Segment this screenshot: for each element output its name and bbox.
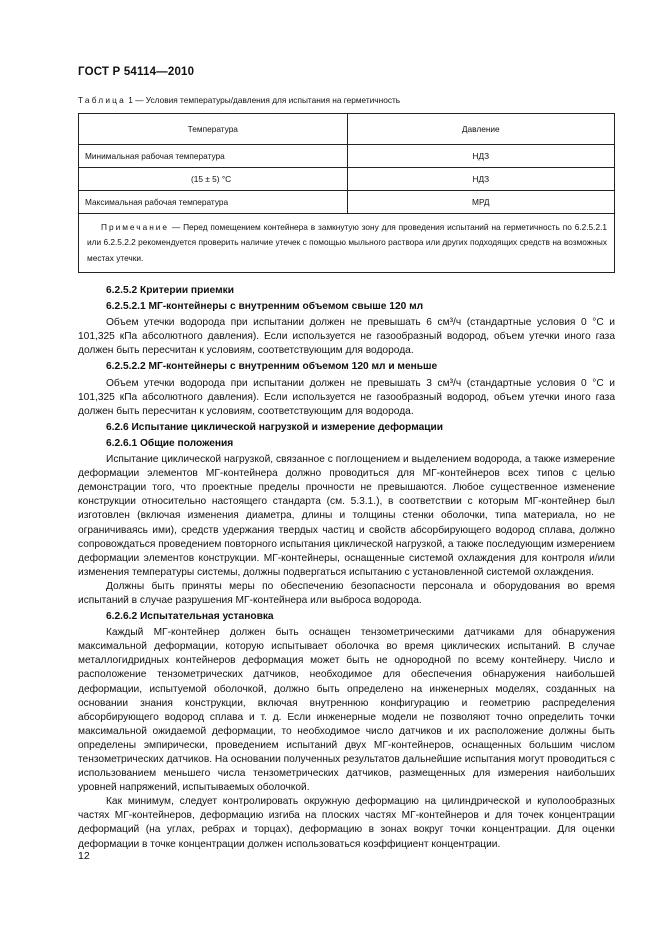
paragraph-6-2-6-1-a: Испытание циклической нагрузкой, связанное с поглощением и выделением водорода, а также измерение деформации элементов МГ-контейнера должно проводиться для МГ-контейнеров всех типов с целью демонстрации того, что проектные пределы прочности не превышаются. Любое существенное изменение конструкции относительно настоящего стандарта (см. 5.3.1.), в соответствии с которым МГ-контейнер был изготовлен (включая изменения диаметра, длины и толщины стенки оболочки, типа материала, но не ограничиваясь ими), средств удержания твердых частиц и свойств абсорбирующего водород сплава, должно сопровождаться проведением повторного испытания циклической нагрузкой, а также последующим измерением деформации элементов конструкции. МГ-контейнеры, оснащенные системой охлаждения для контроля и/или изменения температуры системы, должны подвергаться испытанию с установленной системой охлаждения. bbox=[78, 454, 615, 578]
paragraph-6-2-6-2-b: Как минимум, следует контролировать окружную деформацию на цилиндрической и куполообразных частях МГ-контейнеров, деформацию изгиба на плоских частях МГ-контейнеров и для точек концентрации деформаций (на углах, ребрах и торцах), деформацию в зонах вокруг точки концентрации. Для оценки деформации в точке концентрации должен использоваться коэффициент концентрации. bbox=[78, 796, 615, 850]
table-row bbox=[79, 191, 615, 214]
section-heading-6-2-6-1: 6.2.6.1 Общие положения bbox=[106, 437, 234, 449]
paragraph-6-2-6-2-a: Каждый МГ-контейнер должен быть оснащен тензометрическими датчиками для обнаружения максимальной деформации, которую испытывает оболочка во время циклических испытаний. В случае металлогидридных контейнеров деформация может быть не однородной по всему контейнеру. Число и расположение тензометрических датчиков, необходимое для обеспечения обнаружения наибольшей деформации, испытуемой оболочкой, должно быть определено на инженерных моделях, созданных на основании знания конструкции, включая внутреннюю конфигурацию и геометрию распределения абсорбирующего водород сплава и т. д. Если инженерные модели не позволяют точно определить точки максимальной ожидаемой деформации, то необходимое число датчиков и их расположение должны быть определены эмпирически, проведением испытаний двух МГ-контейнеров, оснащенных большим числом тензометрических датчиков. На основании полученных результатов дальнейшие испытания могут проводиться с использованием меньшего числа тензометрических датчиков, размещенных для измерения наибольших уровней напряжений, испытываемых оболочкой. bbox=[78, 627, 615, 794]
table-note-row bbox=[79, 214, 615, 273]
temperature-cell: Максимальная рабочая температура bbox=[79, 191, 348, 214]
section-heading-6-2-6-2: 6.2.6.2 Испытательная установка bbox=[106, 611, 274, 623]
column-header-temperature: Температура bbox=[79, 114, 348, 145]
temperature-cell: Минимальная рабочая температура bbox=[79, 145, 348, 168]
note-label: Примечание bbox=[101, 222, 170, 232]
section-heading-6-2-6: 6.2.6 Испытание циклической нагрузкой и измерение деформации bbox=[106, 421, 444, 433]
table-caption-number: 1 bbox=[128, 95, 133, 105]
column-header-pressure: Давление bbox=[347, 114, 614, 145]
temperature-cell: (15 ± 5) °C bbox=[79, 168, 348, 191]
table-header-row bbox=[79, 114, 615, 145]
standard-header: ГОСТ Р 54114—2010 bbox=[78, 66, 195, 78]
table-caption-text: — Условия температуры/давления для испытания на герметичность bbox=[135, 95, 401, 105]
paragraph-6-2-6-1-b: Должны быть приняты меры по обеспечению безопасности персонала и оборудования во время испытаний в случае разрушения МГ-контейнера или выброса водорода. bbox=[78, 580, 615, 606]
pressure-cell: НДЗ bbox=[347, 168, 614, 191]
table-caption bbox=[78, 95, 400, 105]
table-caption-word: Таблица bbox=[78, 95, 126, 105]
paragraph-6-2-5-2-2: Объем утечки водорода при испытании должен не превышать 3 см³/ч (стандартные условия 0 °С и 101,325 кПа абсолютного давления). Если используется не газообразный водород, объем утечки иного газа должен быть пересчитан к условиям, соответствующим для водорода. bbox=[78, 377, 615, 417]
document-body bbox=[78, 284, 615, 852]
page-number: 12 bbox=[78, 850, 90, 862]
table-row bbox=[79, 168, 615, 191]
section-heading-6-2-5-2: 6.2.5.2 Критерии приемки bbox=[106, 285, 234, 296]
section-heading-6-2-5-2-1: 6.2.5.2.1 МГ-контейнеры с внутренним объемом свыше 120 мл bbox=[106, 301, 424, 313]
section-heading-6-2-5-2-2: 6.2.5.2.2 МГ-контейнеры с внутренним объемом 120 мл и меньше bbox=[106, 361, 438, 373]
paragraph-6-2-5-2-1: Объем утечки водорода при испытании должен не превышать 6 см³/ч (стандартные условия 0 °С и 101,325 кПа абсолютного давления). Если используется не газообразный водород, объем утечки иного газа должен быть пересчитан к условиям, соответствующим для водорода. bbox=[78, 317, 615, 357]
conditions-table bbox=[78, 113, 615, 273]
pressure-cell: НДЗ bbox=[347, 145, 614, 168]
table-note bbox=[79, 214, 615, 273]
table-row bbox=[79, 145, 615, 168]
note-text: — Перед помещением контейнера в замкнутую зону для проведения испытаний на герметичность по 6.2.5.2.1 или 6.2.5.2.2 рекомендуется проверить наличие утечек с помощью мыльного раствора или других подходящих средств на возможных местах утечки. bbox=[87, 222, 607, 263]
pressure-cell: МРД bbox=[347, 191, 614, 214]
